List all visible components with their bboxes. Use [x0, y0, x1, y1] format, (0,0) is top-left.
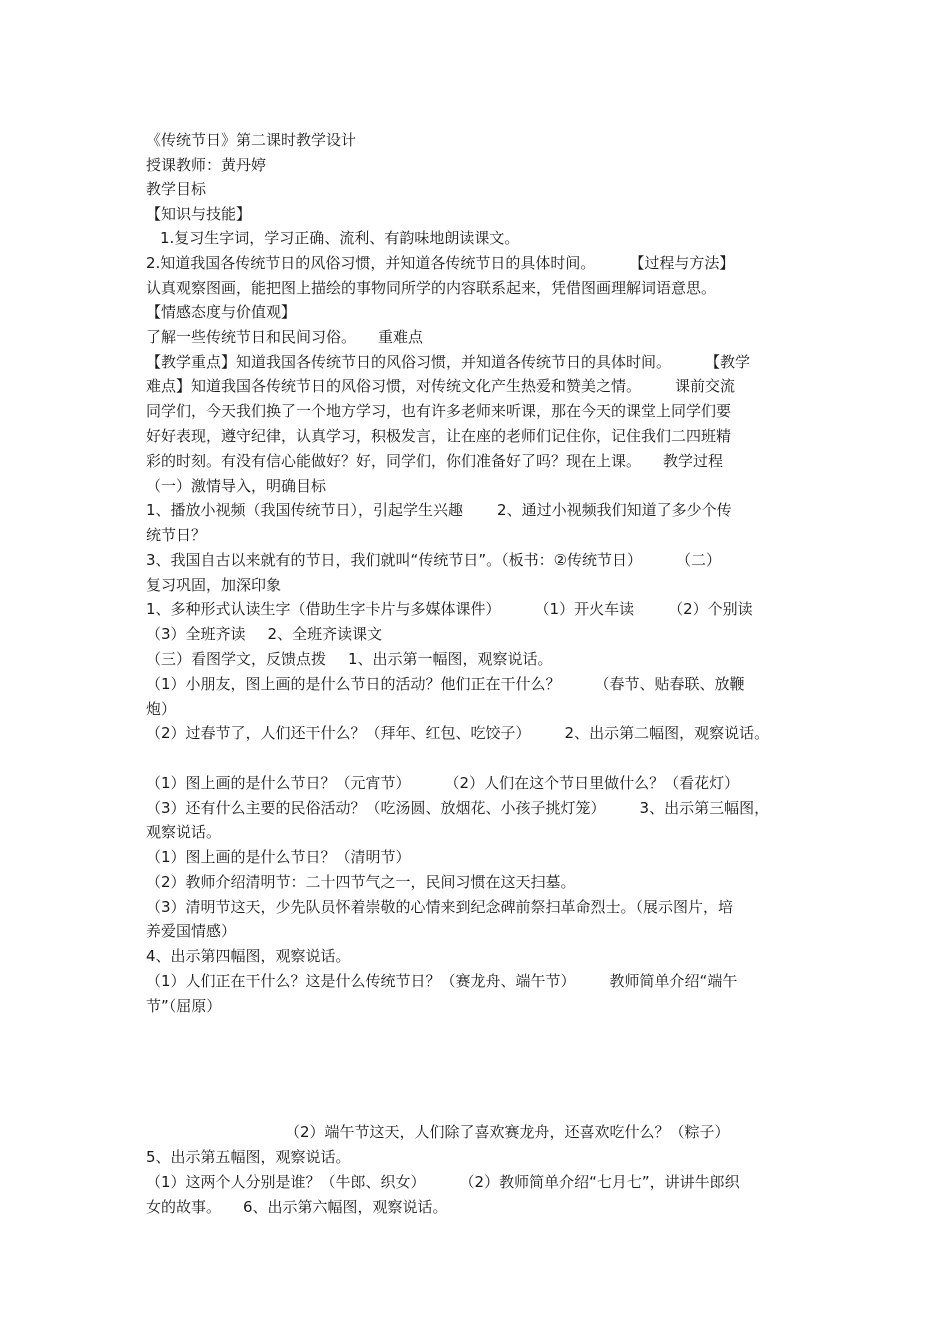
- knowledge-heading-text: 【知识与技能】: [146, 205, 252, 223]
- teacher-text: 授课教师：黄丹婷: [146, 156, 267, 174]
- section-2-item-2-text: 2、全班齐读课文: [267, 625, 383, 643]
- teacher-note-1-cont: [146, 996, 221, 1016]
- difficulty-label-start: 【教学: [705, 353, 751, 371]
- difficulty-line: [146, 376, 735, 396]
- section-1-heading: [146, 476, 326, 496]
- question-8: [146, 971, 737, 991]
- question-7: [146, 897, 733, 917]
- pre-class-heading-text: 课前交流: [675, 377, 736, 395]
- question-9: [285, 1122, 730, 1142]
- section-1-item-1: [146, 500, 732, 520]
- section-3-item-1-text: 1、出示第一幅图，观察说话。: [348, 650, 553, 668]
- question-6: [146, 872, 576, 892]
- section-1-item-3-text: 3、我国自古以来就有的节日，我们就叫“传统节日”。（板书：②传统节日）: [146, 551, 643, 569]
- teacher-note-1-cont-text: 节”（屈原）: [146, 997, 222, 1015]
- question-6-text: （2）教师介绍清明节：二十四节气之一，民间习惯在这天扫墓。: [146, 873, 576, 891]
- section-3-item-5: [146, 1147, 351, 1167]
- knowledge-item-2: [146, 253, 734, 273]
- section-1-item-1-text: 1、播放小视频（我国传统节日），引起学生兴趣: [146, 501, 464, 519]
- emotion-heading-text: 【情感态度与价值观】: [146, 303, 297, 321]
- question-2-text: （2）过春节了，人们还干什么？（拜年、红包、吃饺子）: [146, 724, 531, 742]
- process-heading-text: 【过程与方法】: [629, 254, 735, 272]
- question-3a-text: （1）图上画的是什么节日？（元宵节）: [146, 774, 411, 792]
- question-1-text: （1）小朋友，图上画的是什么节日的活动？他们正在干什么？: [146, 675, 561, 693]
- section-3-item-3-cont-text: 观察说话。: [146, 823, 222, 841]
- section-2-item-1: [146, 599, 753, 619]
- focus-text: 【教学重点】知道我国各传统节日的风俗习惯，并知道各传统节日的具体时间。: [146, 353, 672, 371]
- section-2-sub-3-text: （3）全班齐读: [146, 625, 246, 643]
- talk-line-3-text: 彩的时刻。有没有信心能做好？好，同学们，你们准备好了吗？现在上课。: [146, 452, 642, 470]
- section-3-item-4: [146, 946, 351, 966]
- teacher-note-1-text: 教师简单介绍“端午: [609, 972, 738, 990]
- section-2-sub-1-text: （1）开火车读: [534, 600, 635, 618]
- knowledge-heading: [146, 204, 251, 224]
- question-7-cont-text: 养爱国情感）: [146, 922, 237, 940]
- section-1-item-3: [146, 550, 721, 570]
- section-3-item-6-text: 6、出示第六幅图，观察说话。: [243, 1198, 448, 1216]
- section-2-item-1-text: 1、多种形式认读生字（借助生字卡片与多媒体课件）: [146, 600, 501, 618]
- section-2-item-2: [146, 624, 382, 644]
- section-3-heading-text: （三）看图学文，反馈点拨: [146, 650, 327, 668]
- difficulty-text: 难点】知道我国各传统节日的风俗习惯，对传统文化产生热爱和赞美之情。: [146, 377, 642, 395]
- question-5: [146, 847, 411, 867]
- objectives-heading-text: 教学目标: [146, 180, 207, 198]
- title-text: 《传统节日》第二课时教学设计: [146, 131, 357, 149]
- section-3-item-4-text: 4、出示第四幅图，观察说话。: [146, 947, 351, 965]
- knowledge-item-1: [160, 228, 519, 248]
- teacher-line: [146, 155, 266, 175]
- question-7-text: （3）清明节这天，少先队员怀着崇敬的心情来到纪念碑前祭扫革命烈士。（展示图片，培: [146, 898, 734, 916]
- section-3-item-3-text: 3、出示第三幅图，: [639, 799, 770, 817]
- teacher-note-2-cont-text: 女的故事。: [146, 1198, 222, 1216]
- talk-line-1: [146, 401, 731, 421]
- emotion-item-1-text: 了解一些传统节日和民间习俗。: [146, 328, 357, 346]
- section-2-heading-text: 复习巩固，加深印象: [146, 576, 282, 594]
- process-item-1: [146, 278, 716, 298]
- section-3-item-5-text: 5、出示第五幅图，观察说话。: [146, 1148, 351, 1166]
- section-2-heading: [146, 575, 281, 595]
- process-section-heading-text: 教学过程: [663, 452, 724, 470]
- teacher-note-2-cont: [146, 1197, 448, 1217]
- question-10: [146, 1172, 740, 1192]
- question-4: [146, 798, 769, 818]
- section-1-heading-text: （一）激情导入，明确目标: [146, 477, 327, 495]
- doc-title: [146, 130, 356, 150]
- section-2-number-text: （二）: [676, 551, 722, 569]
- question-8-text: （1）人们正在干什么？这是什么传统节日？（赛龙舟、端午节）: [146, 972, 576, 990]
- knowledge-item-1-text: 1.复习生字词，学习正确、流利、有韵味地朗读课文。: [160, 229, 520, 247]
- section-1-item-2-text: 2、通过小视频我们知道了多少个传: [497, 501, 732, 519]
- question-2: [146, 723, 769, 743]
- teacher-note-2-text: （2）教师简单介绍“七月七”，讲讲牛郎织: [459, 1173, 740, 1191]
- question-9-text: （2）端午节这天，人们除了喜欢赛龙舟，还喜欢吃什么？（粽子）: [285, 1123, 730, 1141]
- talk-line-3: [146, 451, 723, 471]
- section-1-item-2-cont-text: 统节日？: [146, 526, 207, 544]
- question-5-text: （1）图上画的是什么节日？（清明节）: [146, 848, 411, 866]
- difficulty-heading-text: 重难点: [378, 328, 424, 346]
- question-7-cont: [146, 921, 236, 941]
- answer-1-text: （春节、贴春联、放鞭: [594, 675, 745, 693]
- question-4-text: （3）还有什么主要的民俗活动？（吃汤圆、放烟花、小孩子挑灯笼）: [146, 799, 606, 817]
- talk-line-2: [146, 426, 731, 446]
- section-3-item-2-text: 2、出示第二幅图，观察说话。: [564, 724, 770, 742]
- section-3-item-3-cont: [146, 822, 221, 842]
- answer-1-cont: [146, 699, 176, 719]
- focus-line: [146, 352, 750, 372]
- objectives-heading: [146, 179, 206, 199]
- answer-1-cont-text: 炮）: [146, 700, 177, 718]
- process-item-1-text: 认真观察图画，能把图上描绘的事物同所学的内容联系起来，凭借图画理解词语意思。: [146, 279, 717, 297]
- emotion-heading: [146, 302, 296, 322]
- question-1: [146, 674, 745, 694]
- question-10-text: （1）这两个人分别是谁？（牛郎、织女）: [146, 1173, 426, 1191]
- talk-line-2-text: 好好表现，遵守纪律，认真学习，积极发言，让在座的老师们记住你，记住我们二四班精: [146, 427, 732, 445]
- section-1-item-2-cont: [146, 525, 206, 545]
- question-3b-text: （2）人们在这个节日里做什么？（看花灯）: [444, 774, 740, 792]
- section-2-sub-2-text: （2）个别读: [668, 600, 753, 618]
- talk-line-1-text: 同学们，今天我们换了一个地方学习，也有许多老师来听课，那在今天的课堂上同学们要: [146, 402, 732, 420]
- section-3-heading: [146, 649, 553, 669]
- question-3: [146, 773, 739, 793]
- emotion-item-1: [146, 327, 423, 347]
- knowledge-item-2-text: 2.知道我国各传统节日的风俗习惯，并知道各传统节日的具体时间。: [146, 254, 596, 272]
